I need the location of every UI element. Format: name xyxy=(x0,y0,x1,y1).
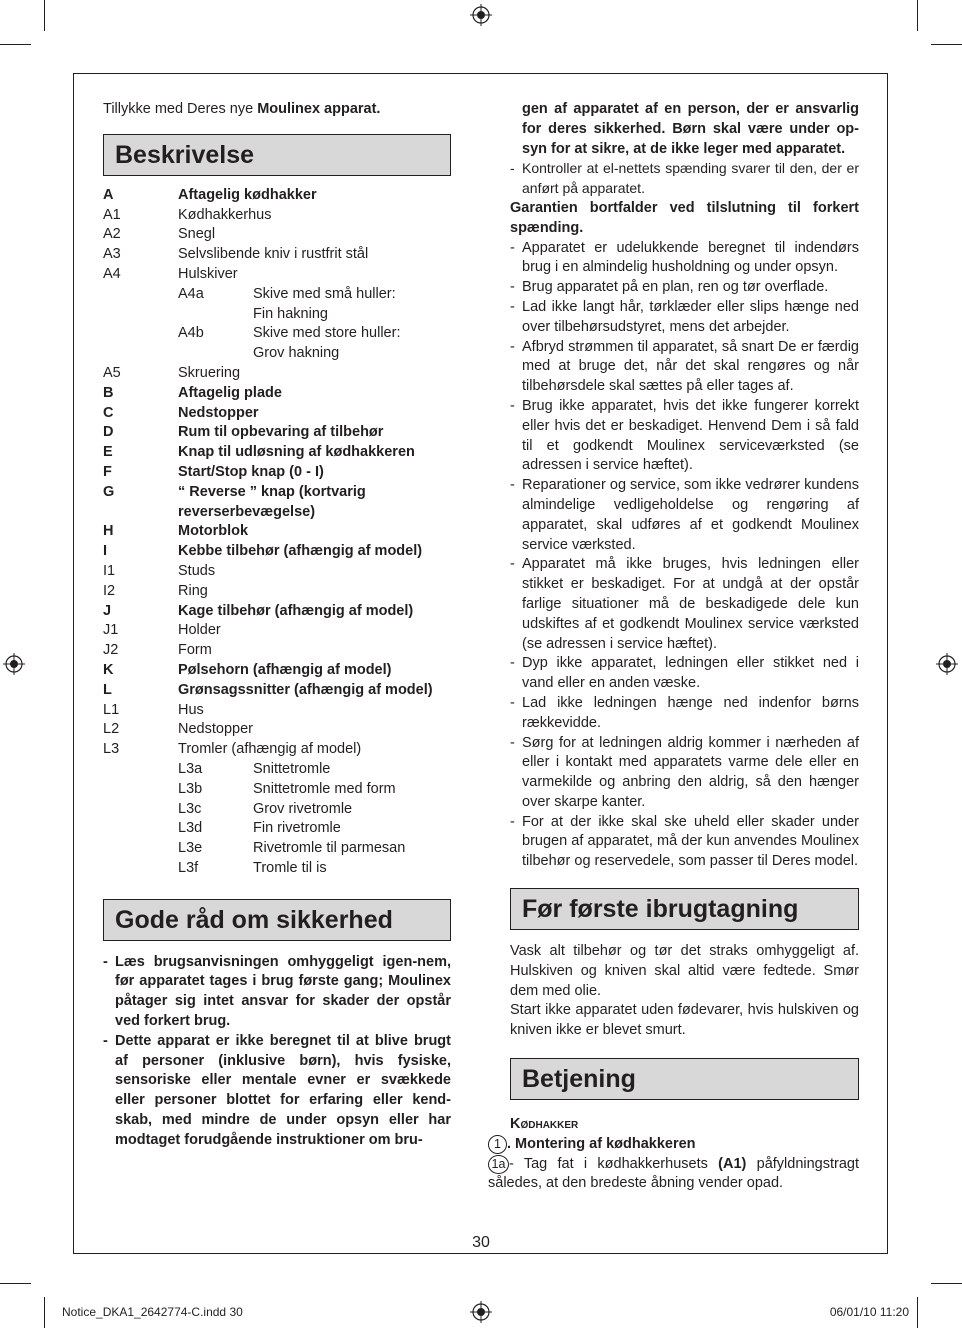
parts-row xyxy=(103,305,451,325)
parts-row xyxy=(103,740,451,760)
part-label: Nedstopper xyxy=(178,721,253,738)
part-key: I2 xyxy=(103,582,116,599)
part-key xyxy=(103,305,178,325)
safety-item: - Apparatet må ikke bruges, hvis ledningen eller stikket er beskadiget. For at undgå at der opstår farlige situationer må de beskadigede dele kun udskiftes af et godkendt Moulinex service værksted (se adressen i service hæftet). xyxy=(510,555,859,654)
part-label: Skive med store huller: xyxy=(253,325,401,342)
parts-row xyxy=(103,582,451,602)
parts-row xyxy=(103,285,451,305)
parts-row xyxy=(103,602,451,622)
part-label: Grov rivetromle xyxy=(253,800,353,817)
part-key: J1 xyxy=(103,622,119,639)
part-key: J2 xyxy=(103,642,119,659)
forste-paragraph: Start ikke apparatet uden fødevarer, hvis hulskiven og kniven ikke er blevet smurt. xyxy=(510,1002,859,1039)
part-label: Nedstopper xyxy=(178,404,259,421)
part-label: Motorblok xyxy=(178,523,249,540)
forste-text xyxy=(510,942,859,1041)
part-label: Pølsehorn (afhængig af model) xyxy=(178,661,392,678)
safety-item: - Lad ikke langt hår, tørklæder eller slips hænge ned over tilbehørsudstyret, mens det arbejder. xyxy=(510,298,859,338)
part-label: Kødhakkerhus xyxy=(178,206,272,223)
crop-mark xyxy=(44,1297,45,1328)
intro-text: Tillykke med Deres nye Moulinex apparat. xyxy=(103,101,381,117)
part-label: Snittetromle med form xyxy=(253,780,396,797)
part-label: Snegl xyxy=(178,226,216,243)
part-key: L xyxy=(103,681,112,698)
parts-row xyxy=(103,186,451,206)
crop-mark xyxy=(931,44,962,45)
part-subkey: L3b xyxy=(178,780,203,797)
part-key: A2 xyxy=(103,226,121,243)
forste-paragraph: Vask alt tilbehør og tør det straks omhyggeligt af. Hulskiven og kniven skal altid være fedtede. Smør dem med olie. xyxy=(510,943,859,999)
part-key: J xyxy=(103,602,112,619)
parts-row xyxy=(103,681,451,701)
safety-item: - Brug apparatet på en plan, ren og tør overflade. xyxy=(510,278,859,298)
safety-item: - Dyp ikke apparatet, ledningen eller stikket ned i vand eller en anden væske. xyxy=(510,654,859,694)
part-label: Snittetromle xyxy=(253,760,331,777)
right-column xyxy=(488,100,859,1194)
part-key: F xyxy=(103,463,112,480)
part-label: Selvslibende kniv i rustfrit stål xyxy=(178,246,369,263)
crop-mark xyxy=(917,1297,918,1328)
part-key xyxy=(103,344,178,364)
part-label: Hulskiver xyxy=(178,265,238,282)
safety-item: - Brug ikke apparatet, hvis det ikke fungerer korrekt eller hvis det er beskadiget. Henvend Dem i så fald til et godkendt Moulinex serviceværksted (se adressen i service hæftet). xyxy=(510,397,859,476)
part-key xyxy=(103,859,178,879)
registration-mark-icon xyxy=(470,4,492,26)
parts-row xyxy=(103,404,451,424)
part-subkey: A4b xyxy=(178,325,204,342)
registration-mark-icon xyxy=(936,653,958,675)
part-label: Skruering xyxy=(178,364,241,381)
part-subkey: L3f xyxy=(178,859,199,876)
part-key: L1 xyxy=(103,701,120,718)
part-label: Skive med små huller: xyxy=(253,285,396,302)
safety-item: - Sørg for at ledningen aldrig kommer i nærheden af eller i kontakt med apparatets varme dele eller en varmekilde og anbring den aldrig, så den hænger over skarpe kanter. xyxy=(510,734,859,813)
parts-row xyxy=(103,760,451,780)
part-key: H xyxy=(103,523,114,540)
part-key: K xyxy=(103,661,114,678)
safety-item: - Læs brugsanvisningen omhyggeligt igen-nem, før apparatet tages i brug første gang; Moulinex påtager sig intet ansvar for skader der opstår ved forkert brug. xyxy=(103,953,451,1032)
part-key xyxy=(103,760,178,780)
part-label: Tromler (afhængig af model) xyxy=(178,741,362,758)
part-label: Kage tilbehør (afhængig af model) xyxy=(178,602,414,619)
part-key xyxy=(103,780,178,800)
part-subkey: L3a xyxy=(178,760,203,777)
footer-date: 06/01/10 11:20 xyxy=(829,1305,909,1319)
parts-row xyxy=(103,701,451,721)
part-subkey xyxy=(178,344,253,364)
part-label: Fin hakning xyxy=(253,305,328,322)
part-label: Ring xyxy=(178,582,208,599)
safety-item: - Afbryd strømmen til apparatet, så snart De er færdig med at bruge det, når det skal rengøres og når tilbehørsdele skal sættes på eller tages af. xyxy=(510,338,859,397)
parts-row xyxy=(103,800,451,820)
parts-row xyxy=(103,542,451,562)
heading-sikkerhed: Gode råd om sikkerhed xyxy=(103,899,451,941)
part-key: B xyxy=(103,384,114,401)
part-label: Grov hakning xyxy=(253,345,340,362)
part-label: Hus xyxy=(178,701,204,718)
part-key: A xyxy=(103,186,114,203)
part-key: C xyxy=(103,404,114,421)
page-number: 30 xyxy=(472,1234,490,1251)
parts-row xyxy=(103,344,451,364)
part-key: A1 xyxy=(103,206,121,223)
part-label: Start/Stop knap (0 - I) xyxy=(178,463,324,480)
part-label: Form xyxy=(178,642,212,659)
part-label: Holder xyxy=(178,622,221,639)
parts-row xyxy=(103,641,451,661)
part-key: G xyxy=(103,483,115,500)
parts-row xyxy=(103,364,451,384)
safety-continuation: gen af apparatet af en person, der er ansvarlig for deres sikkerhed. Børn skal være under op-syn for at sikre, at de ikke leger med apparatet. xyxy=(522,101,859,157)
part-key: A3 xyxy=(103,246,121,263)
part-key xyxy=(103,800,178,820)
part-subkey: L3c xyxy=(178,800,202,817)
parts-row xyxy=(103,206,451,226)
safety-item: - Reparationer og service, som ikke vedrører kundens almindelige vedligeholdelse og rengøring af apparatet, skal udføres af et godkendt Moulinex service værksted. xyxy=(510,476,859,555)
heading-betjening: Betjening xyxy=(510,1058,859,1100)
safety-item: - For at der ikke skal ske uheld eller skader under brugen af apparatet, må der kun anvendes Moulinex tilbehør og reservedele, som passer til Deres model. xyxy=(510,813,859,872)
part-label: Aftagelig kødhakker xyxy=(178,186,317,203)
crop-mark xyxy=(0,1283,31,1284)
registration-mark-icon xyxy=(3,653,25,675)
part-subkey: L3e xyxy=(178,840,203,857)
parts-row xyxy=(103,661,451,681)
parts-row xyxy=(103,562,451,582)
part-label: Rum til opbevaring af tilbehør xyxy=(178,424,384,441)
crop-mark xyxy=(917,0,918,31)
part-label: Aftagelig plade xyxy=(178,384,282,401)
part-key: I xyxy=(103,543,108,560)
crop-mark xyxy=(44,0,45,31)
voltage-note: - Kontroller at el-nettets spænding svarer til den, der er anført på apparatet. xyxy=(510,159,859,199)
part-label: Grønsagssnitter (afhængig af model) xyxy=(178,681,433,698)
parts-row xyxy=(103,423,451,443)
registration-mark-icon xyxy=(470,1301,492,1323)
footer-file-info: Notice_DKA1_2642774-C.indd 30 xyxy=(62,1305,243,1319)
safety-list-right xyxy=(510,239,859,873)
parts-row xyxy=(103,443,451,463)
safety-list-left xyxy=(103,953,451,1151)
part-key xyxy=(103,324,178,344)
parts-row xyxy=(103,225,451,245)
part-key xyxy=(103,285,178,305)
parts-row xyxy=(103,819,451,839)
parts-row xyxy=(103,384,451,404)
parts-row xyxy=(103,839,451,859)
part-label: Studs xyxy=(178,562,216,579)
part-key xyxy=(103,839,178,859)
heading-beskrivelse: Beskrivelse xyxy=(103,134,451,176)
parts-row xyxy=(103,245,451,265)
step-number-badge: 1a xyxy=(488,1155,509,1174)
parts-row xyxy=(103,483,451,523)
parts-row xyxy=(103,522,451,542)
guarantee-note: Garantien bortfalder ved tilslutning til forkert spænding. xyxy=(510,199,859,236)
part-key: I1 xyxy=(103,562,116,579)
step-number-badge: 1 xyxy=(488,1135,507,1154)
crop-mark xyxy=(0,44,31,45)
part-key: E xyxy=(103,444,113,461)
step-1a: 1a - Tag fat i kødhakkerhusets (A1) påfyldningstragt således, at den bredeste åbning vender opad. xyxy=(488,1155,859,1192)
part-key: A5 xyxy=(103,364,121,381)
part-key: L2 xyxy=(103,721,120,738)
safety-item: - Dette apparat er ikke beregnet til at blive brugt af personer (inklusive børn), hvis fysiske, sensoriske eller mentale evner er svækkede eller personer blottet for erfaring eller kend-skab, med mindre de under opsyn eller har modtaget forudgående instruktioner om bru- xyxy=(103,1032,451,1151)
part-key: L3 xyxy=(103,741,120,758)
part-subkey: L3d xyxy=(178,820,203,837)
parts-row xyxy=(103,621,451,641)
part-label: Kebbe tilbehør (afhængig af model) xyxy=(178,543,423,560)
left-column xyxy=(103,100,451,1151)
parts-row xyxy=(103,463,451,483)
part-key: D xyxy=(103,424,114,441)
step-1: 1 . Montering af kødhakkeren xyxy=(488,1135,859,1155)
part-label: Rivetromle til parmesan xyxy=(253,840,406,857)
parts-row xyxy=(103,720,451,740)
parts-list xyxy=(103,186,451,879)
part-key: A4 xyxy=(103,265,121,282)
crop-mark xyxy=(931,1283,962,1284)
parts-row xyxy=(103,780,451,800)
part-subkey: A4a xyxy=(178,285,204,302)
parts-row xyxy=(103,324,451,344)
part-label: “ Reverse ” knap (kortvarig reverserbevægelse) xyxy=(178,483,366,520)
part-label: Fin rivetromle xyxy=(253,820,341,837)
part-key xyxy=(103,819,178,839)
parts-row xyxy=(103,859,451,879)
heading-forste: Før første ibrugtagning xyxy=(510,888,859,930)
safety-item: - Lad ikke ledningen hænge ned indenfor børns rækkevidde. xyxy=(510,694,859,734)
parts-row xyxy=(103,265,451,285)
part-label: Tromle til is xyxy=(253,859,327,876)
subheading-kodhakker: Kødhakker xyxy=(510,1116,579,1133)
part-label: Knap til udløsning af kødhakkeren xyxy=(178,444,415,461)
safety-item: - Apparatet er udelukkende beregnet til indendørs brug i en almindelig husholdning og under opsyn. xyxy=(510,239,859,279)
part-subkey xyxy=(178,305,253,325)
